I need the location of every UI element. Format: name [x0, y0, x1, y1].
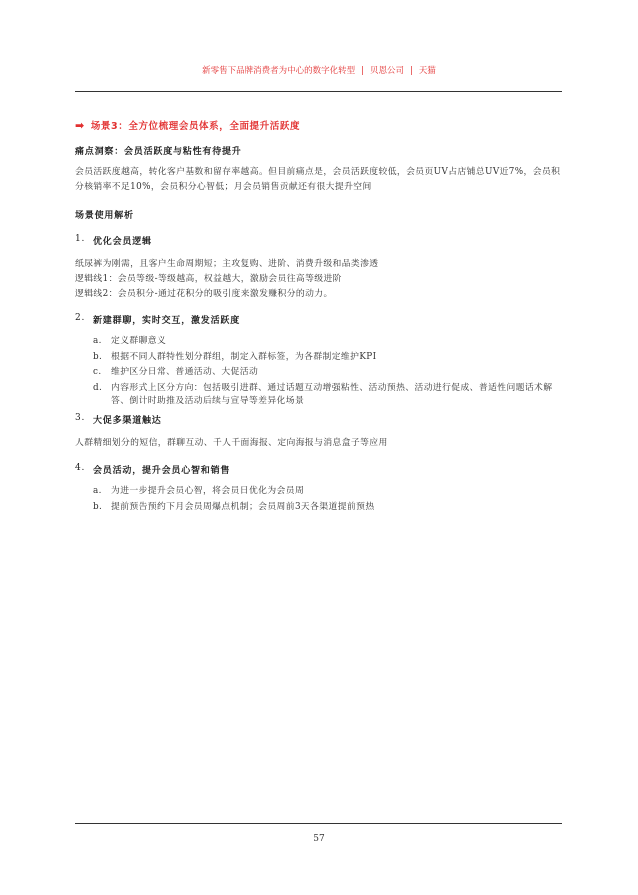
list-item-letter: a.: [93, 336, 102, 346]
section-title: 新建群聊，实时交互，激发活跃度: [93, 316, 241, 326]
section-title: 优化会员逻辑: [93, 237, 152, 247]
section-number: 1.: [75, 234, 86, 244]
list-item-letter: a.: [93, 485, 102, 496]
list-item: [75, 382, 565, 409]
list-item: [75, 366, 565, 380]
header-divider: [75, 91, 562, 92]
list-item-letter: b.: [93, 351, 103, 362]
scene-heading: [75, 118, 565, 132]
section-title: 会员活动，提升会员心智和销售: [93, 465, 231, 476]
header-title: 新零售下品牌消费者为中心的数字化转型: [202, 66, 356, 76]
right-arrow-icon: ➡: [75, 118, 85, 132]
list-item: [75, 351, 565, 365]
section-heading: [75, 313, 565, 326]
pain-point-heading: 痛点洞察：会员活跃度与粘性有待提升: [75, 147, 242, 157]
page-number: 57: [313, 834, 325, 844]
list-item: [75, 485, 565, 499]
list-item-text: 维护区分日常、普通活动、大促活动: [111, 367, 259, 377]
list-item-letter: d.: [93, 382, 103, 393]
header-company-bain: 贝恩公司: [369, 66, 404, 76]
footer-divider: [75, 823, 562, 824]
section-line: 纸尿裤为刚需，且客户生命周期短；主攻复购、进阶、消费升级和品类渗透: [75, 259, 379, 269]
section-line: 逻辑线1：会员等级-等级越高，权益越大，激励会员往高等级进阶: [75, 274, 342, 284]
list-item-letter: b.: [93, 502, 103, 512]
usage-heading: 场景使用解析: [75, 211, 134, 221]
list-item-text: 内容形式上区分方向：包括吸引进群、通过话题互动增强粘性、活动预热、活动进行促成、普适性问题话术解答、倒计时助推及活动后续与宣导等差异化场景: [111, 382, 553, 406]
list-item: [75, 335, 565, 349]
list-item-text: 为进一步提升会员心智，将会员日优化为会员周: [111, 485, 305, 496]
page-content: [75, 118, 565, 515]
section-line: 逻辑线2：会员积分-通过花积分的吸引度来激发赚积分的动力。: [75, 289, 333, 299]
section-title: 大促多渠道触达: [93, 415, 162, 426]
section-heading: [75, 413, 565, 426]
section-number: 2.: [75, 313, 86, 323]
scene-title: 场景3：全方位梳理会员体系，全面提升活跃度: [90, 121, 301, 132]
section-heading: [75, 463, 565, 476]
section-heading: [75, 234, 565, 247]
section-line: 人群精细划分的短信，群聊互动、千人千面海报、定向海报与消息盒子等应用: [75, 437, 388, 448]
list-item-text: 提前预告预约下月会员周爆点机制；会员周前3天各渠道提前预热: [111, 502, 375, 512]
list-item-letter: c.: [93, 367, 102, 377]
header-separator: |: [410, 66, 413, 76]
list-item-text: 根据不同人群特性划分群组，制定入群标签，为各群制定维护KPI: [111, 351, 377, 362]
pain-point-text: 会员活跃度越高，转化客户基数和留存率越高。但目前痛点是，会员活跃度较低，会员页UV占店铺总UV近7%，会员积分核销率不足10%，会员积分心智低；月会员销售贡献还有很大提升空间: [75, 167, 561, 192]
list-item-text: 定义群聊意义: [111, 336, 167, 346]
header-company-tmall: 天猫: [418, 66, 436, 76]
section-number: 4.: [75, 462, 86, 473]
header-separator: |: [361, 66, 364, 76]
list-item: [75, 501, 565, 515]
page-header: [0, 64, 638, 76]
section-number: 3.: [75, 412, 86, 423]
